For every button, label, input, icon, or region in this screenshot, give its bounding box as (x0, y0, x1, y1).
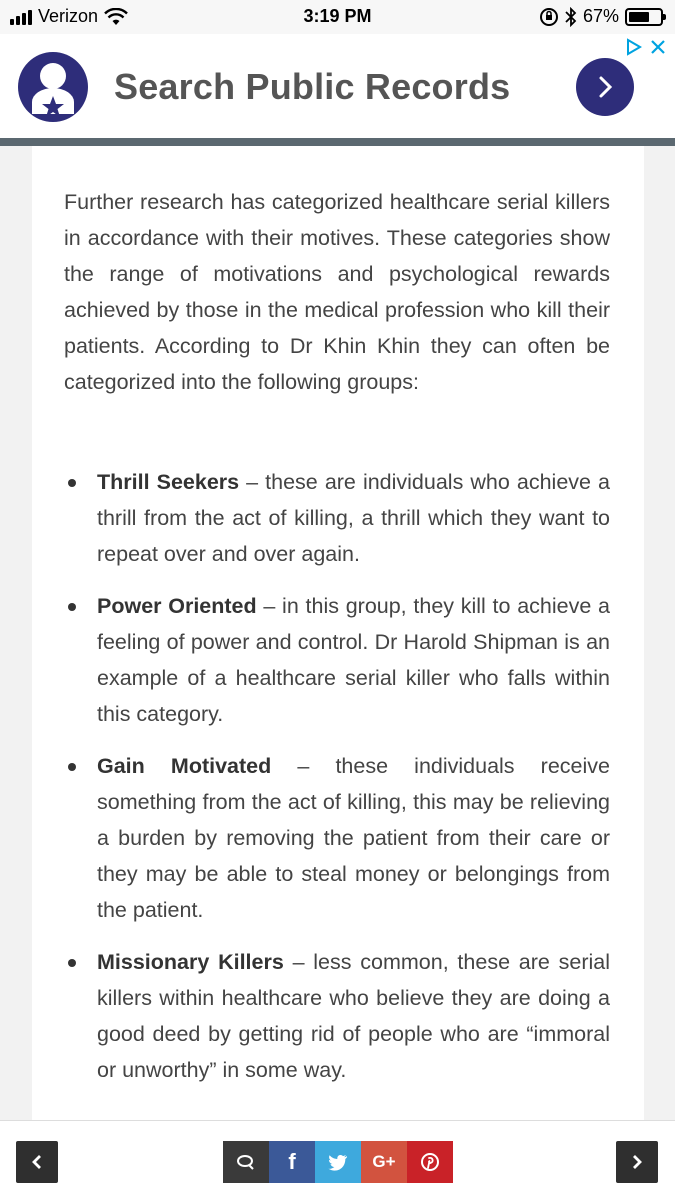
google-plus-icon: G+ (372, 1152, 396, 1171)
previous-article-button[interactable] (16, 1141, 58, 1183)
bluetooth-icon (565, 7, 577, 27)
ad-choices-icon[interactable] (625, 38, 643, 56)
ad-title[interactable]: Search Public Records (114, 66, 511, 107)
bullet (68, 959, 76, 967)
facebook-icon: f (288, 1149, 296, 1174)
close-icon[interactable] (649, 38, 667, 56)
chevron-right-icon (594, 74, 616, 100)
google-plus-share-button[interactable] (361, 1141, 407, 1183)
battery-icon (625, 8, 663, 26)
pinterest-share-button[interactable] (407, 1141, 453, 1183)
group-term: Missionary Killers (97, 950, 284, 974)
clock: 3:19 PM (303, 6, 372, 26)
ad-open-button[interactable] (576, 58, 634, 116)
bullet (68, 479, 76, 487)
carrier-label: Verizon (38, 6, 99, 26)
twitter-icon (328, 1154, 348, 1171)
person-star-icon (18, 52, 88, 122)
group-term: Power Oriented (97, 594, 257, 618)
next-article-button[interactable] (616, 1141, 658, 1183)
ad-banner[interactable] (0, 34, 675, 138)
facebook-share-button[interactable] (269, 1141, 315, 1183)
status-bar (0, 0, 675, 34)
list-item (64, 748, 610, 928)
orientation-lock-icon (539, 7, 559, 27)
group-description: – less common, these are serial killers within healthcare who believe they are doing a good deed by getting rid of people who are “immoral or unworthy” in some way. (97, 950, 610, 1082)
bullet (68, 603, 76, 611)
list-item (64, 464, 610, 572)
bottom-toolbar (0, 1120, 675, 1200)
list-item (64, 588, 610, 732)
group-description: – these are individuals who achieve a thrill from the act of killing, a thrill which they want to repeat over and over again. (97, 470, 610, 566)
battery-percent: 67% (582, 6, 619, 26)
intro-paragraph: Further research has categorized healthcare serial killers in accordance with their motives. These categories show the range of motivations and psychological rewards achieved by those in the medical profession who kill their patients. According to Dr Khin Khin they can often be categorized into the following groups: (64, 190, 610, 394)
bullet (68, 763, 76, 771)
group-description: – these individuals receive something from the act of killing, this may be relieving a burden by removing the patient from their care or they may be able to steal money or belongings from the patient. (97, 754, 610, 922)
chevron-left-icon (29, 1153, 45, 1171)
group-term: Gain Motivated (97, 754, 272, 778)
group-term: Thrill Seekers (97, 470, 240, 494)
comment-button[interactable] (223, 1141, 269, 1183)
twitter-share-button[interactable] (315, 1141, 361, 1183)
motive-list (64, 464, 610, 1104)
group-description: – in this group, they kill to achieve a feeling of power and control. Dr Harold Shipman is an example of a healthcare serial killer who falls within this category. (97, 594, 610, 726)
comment-icon (236, 1153, 256, 1171)
chevron-right-icon (629, 1153, 645, 1171)
article-content (32, 146, 644, 1120)
pinterest-icon (420, 1152, 440, 1172)
list-item (64, 944, 610, 1088)
